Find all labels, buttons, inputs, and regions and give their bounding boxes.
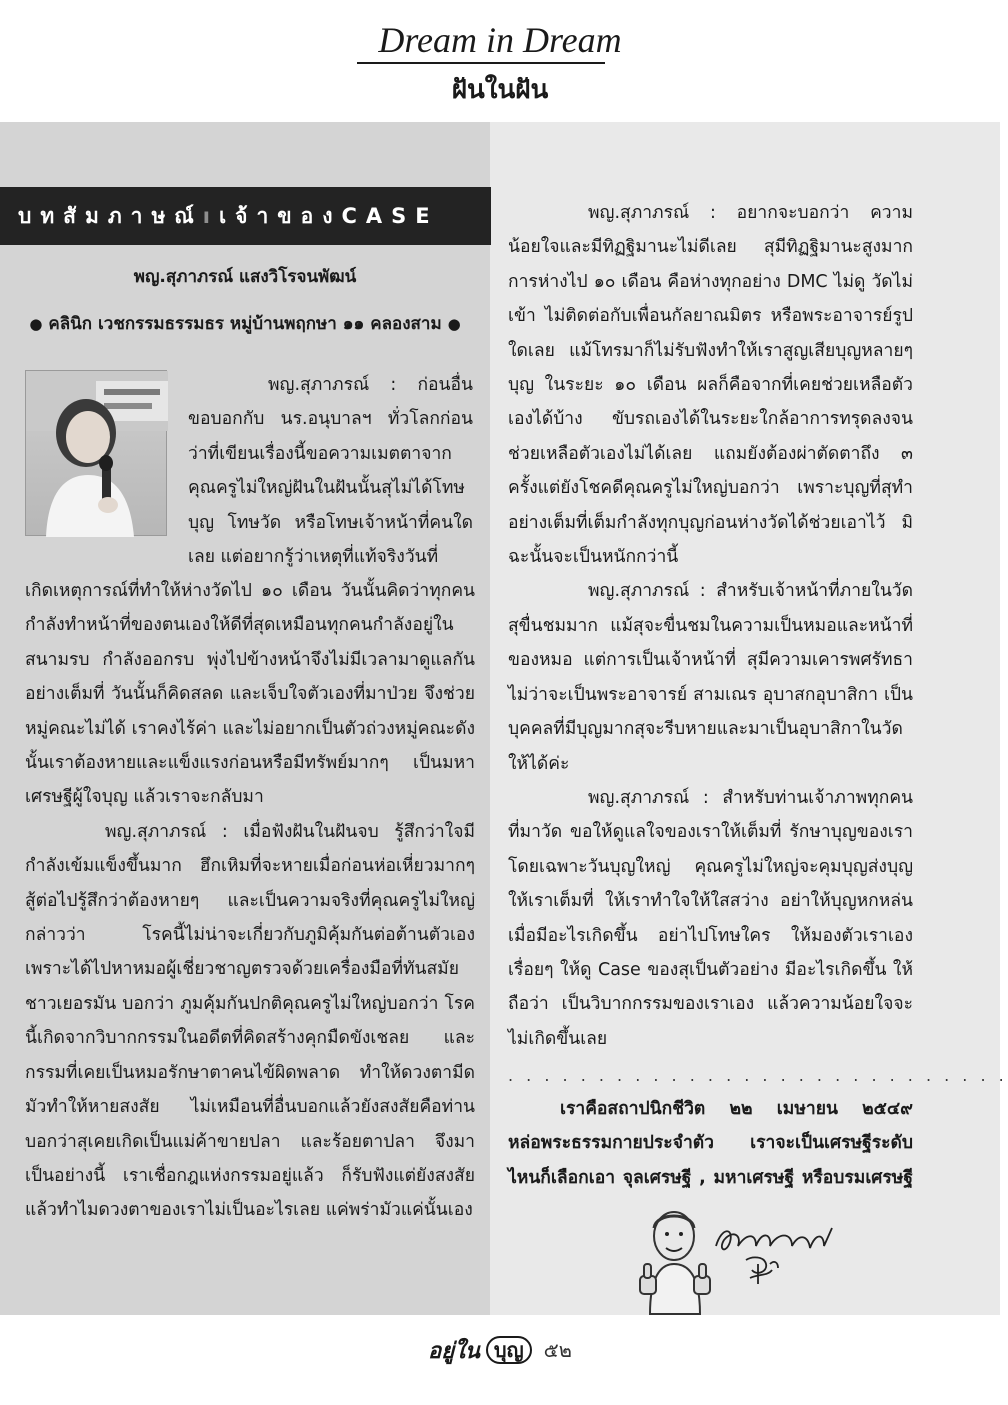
banner-part-interview: บทสัมภาษณ์ [18,203,203,228]
author-clinic [0,309,490,339]
right-paragraph-1: พญ.สุภาภรณ์ : อยากจะบอกว่า ความน้อยใจและมีทิฏฐิมานะไม่ดีเลย สุมีทิฏฐิมานะสูงมาก การห่างไป ๑๐ เดือน คือห่างทุกอย่าง DMC ไม่ดู วัดไม่เข้า ไม่ติดต่อกับเพื่อนกัลยาณมิตร หรือพระอาจารย์รูปใดเลย แม้โทรมาก็ไม่รับฟังทำให้เราสูญเสียบุญหลายๆ บุญ ในระยะ ๑๐ เดือน ผลก็คือจากที่เคยช่วยเหลือตัวเองได้บ้าง ขับรถเองได้ในระยะใกล้อาการทรุดลงจนช่วยเหลือตัวเองไม่ได้เลย แถมยังต้องผ่าตัดตาถึง ๓ ครั้งแต่ยังโชคดีคุณครูไม่ใหญ่บอกว่า เพราะบุญที่สุทำอย่างเต็มที่เต็มกำลังทุกบุญก่อนห่างวัดได้ช่วยเอาไว้ มิฉะนั้นจะเป็นหนักกว่านี้ [508,203,913,568]
title-english: Dream in Dream [378,20,622,60]
right-paragraph-2: พญ.สุภาภรณ์ : สำหรับเจ้าหน้าที่ภายในวัดสุขื่นชมมาก แม้สุจะขื่นชมในความเป็นหมอและหน้าที่ของหมอ แต่การเป็นเจ้าหน้าที่ สุมีความเคารพศรัทธา ไม่ว่าจะเป็นพระอาจารย์ สามเณร อุบาสกอุบาสิกา เป็นบุคคลที่มีบุญมากสุจะรีบหายและมาเป็นอุบาสิกาในวัดให้ได้ค่ะ [508,581,913,774]
signature-handwriting-icon [712,1220,842,1290]
cartoon-thumbs-up-icon [636,1206,716,1314]
clinic-name: คลินิก เวชกรรมธรรมธร หมู่บ้านพฤกษา ๑๑ คลองสาม [48,314,442,334]
banner-separator: ı [202,204,219,228]
page-header [0,0,1000,122]
title-thai: ฝันในฝัน [451,75,549,105]
closing-line-3: ไหนก็เลือกเอา จุลเศรษฐี , มหาเศรษฐี หรือบรมเศรษฐี [508,1167,913,1188]
page-number: ๕๒ [543,1338,572,1362]
left-column-text [25,574,475,1228]
title-underline [357,62,605,64]
closing-statement [508,1092,913,1195]
banner-part-case: CASE [341,204,439,228]
author-photo-illustration [26,371,168,537]
bullet-left-icon: ● [29,315,43,333]
closing-line-2: หล่อพระธรรมกายประจำตัว เราจะเป็นเศรษฐีระดับ [508,1133,913,1154]
left-paragraph-1-continued: เกิดเหตุการณ์ที่ทำให้ห่างวัดไป ๑๐ เดือน วันนั้นคิดว่าทุกคนกำลังทำหน้าที่ของตนเองให้ดีที่สุดเหมือนทุกคนกำลังอยู่ในสนามรบ กำลังออกรบ พุ่งไปข้างหน้าจึงไม่มีเวลามาดูแลกันอย่างเต็มที่ วันนั้นก็คิดสลด และเจ็บใจตัวเองที่มาป่วย จึงช่วยหมู่คณะไม่ได้ เราคงไร้ค่า และไม่อยากเป็นตัวถ่วงหมู่คณะดังนั้นเราต้องหายและแข็งแรงก่อนหรือมีทรัพย์มากๆ เป็นมหาเศรษฐีผู้ใจบุญ แล้วเราจะกลับมา [25,581,475,808]
section-banner [0,187,491,245]
page-footer [0,1330,1000,1370]
banner-part-owner: เจ้าของ [219,203,342,228]
author-name: พญ.สุภาภรณ์ แสงวิโรจนพัฒน์ [133,267,357,287]
left-column-wrap-text [188,368,473,574]
dotted-divider: . . . . . . . . . . . . . . . . . . . . . . . . . . . . [508,1066,1008,1085]
right-column-text [508,196,913,1056]
left-paragraph-2: พญ.สุภาภรณ์ : เมื่อฟังฝันในฝันจบ รู้สึกว่าใจมีกำลังเข้มแข็งขึ้นมาก ฮึกเหิมที่จะหายเมื่อก่อนห่อเหี่ยวมากๆ สู้ต่อไปรู้สึกว่าต้องหายๆ และเป็นความจริงที่คุณครูไม่ใหญ่กล่าวว่า โรคนี้ไม่น่าจะเกี่ยวกับภูมิคุ้มกันต่อต้านตัวเอง เพราะได้ไปหาหมอผู้เชี่ยวชาญตรวจด้วยเครื่องมือที่ทันสมัยชาวเยอรมัน บอกว่า ภูมคุ้มกันปกติคุณครูไม่ใหญ่บอกว่า โรคนี้เกิดจากวิบากกรรมในอดีตที่คิดสร้างคุกมืดขังเชลย และกรรมที่เคยเป็นหมอรักษาตาคนไข้ผิดพลาด ทำให้ดวงตามีดมัวทำให้หายสงสัย ไม่เหมือนที่อื่นบอกแล้วยังสงสัยคือท่านบอกว่าสุเคยเกิดเป็นแม่ค้าขายปลา และร้อยตาปลา จึงมาเป็นอย่างนี้ เราเชื่อกฎแห่งกรรมอยู่แล้ว ก็รับฟังแต่ยังสงสัย แล้วทำไมดวงตาของเราไม่เป็นอะไรเลย แค่พร่ามัวแค่นั้นเอง [25,821,475,1221]
right-paragraph-3: พญ.สุภาภรณ์ : สำหรับท่านเจ้าภาพทุกคนที่มาวัด ขอให้ดูแลใจของเราให้เต็มที่ รักษาบุญของเราโดยเฉพาะวันบุญใหญ่ คุณครูไม่ใหญ่จะคุมบุญส่งบุญให้เราเต็มที่ ให้เราทำใจให้ใสสว่าง อย่าให้บุญหกหล่น เมื่อมีอะไรเกิดขึ้น อย่าไปโทษใคร ให้มองตัวเราเองเรื่อยๆ ให้ดู Case ของสุเป็นตัวอย่าง มีอะไรเกิดขึ้น ให้ถือว่า เป็นวิบากกรรมของเราเอง แล้วความน้อยใจจะไม่เกิดขึ้นเลย [508,787,913,1049]
closing-line-1: เราคือสถาปนิกชีวิต ๒๒ เมษายน ๒๕๔๙ [560,1099,913,1119]
author-photo [25,370,167,536]
signature [712,1220,842,1290]
footer-logo-part-2: บุญ [486,1336,532,1364]
footer-logo-part-1: อยู่ใน [428,1338,480,1364]
left-paragraph-1-wrap: พญ.สุภาภรณ์ : ก่อนอื่นขอบอกกับ นร.อนุบาลฯ ทั่วโลกก่อนว่าที่เขียนเรื่องนี้ขอความเมตตาจากคุณครูไม่ใหญ่ฝันในฝันนั้นสุไม่ได้โทษบุญ โทษวัด หรือโทษเจ้าหน้าที่คนใดเลย แต่อยากรู้ว่าเหตุที่แท้จริงวันที่ [188,375,473,568]
bullet-right-icon: ● [447,315,461,333]
